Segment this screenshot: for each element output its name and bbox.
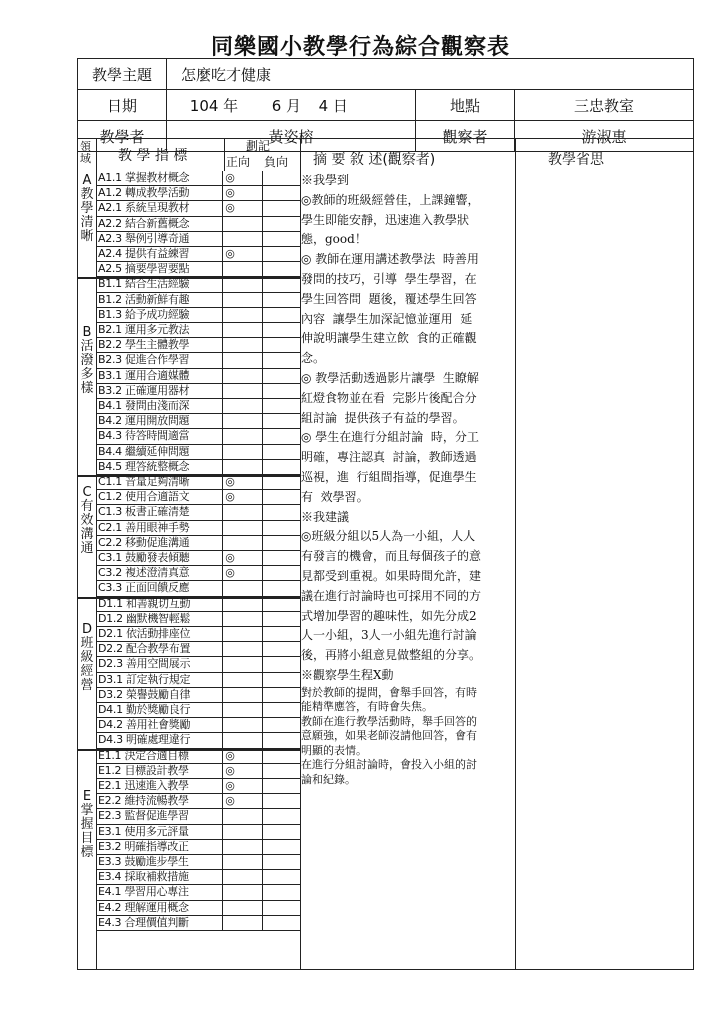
negative-mark bbox=[262, 885, 300, 899]
negative-mark bbox=[262, 566, 300, 580]
indicator-label: E2.3 監督促進學習 bbox=[98, 809, 189, 823]
indicator-label: D1.2 幽默機智輕鬆 bbox=[98, 611, 191, 625]
indicator-row bbox=[96, 749, 300, 764]
indicator-row bbox=[96, 779, 300, 794]
indicator-row bbox=[96, 384, 300, 399]
indicator-row bbox=[96, 688, 300, 703]
observation-table bbox=[77, 138, 694, 970]
summary-paragraph-5: ◎ 學生在進行分組討論 時，分工明確，專注認真 討論，教師透過巡視，進 行組間指導，促進學生有 效學習。 bbox=[301, 430, 479, 504]
negative-mark bbox=[262, 870, 300, 884]
positive-mark: ◎ bbox=[222, 490, 262, 504]
indicator-row bbox=[96, 642, 300, 657]
date-value bbox=[167, 90, 416, 121]
indicator-row bbox=[96, 338, 300, 353]
indicator-row bbox=[96, 901, 300, 916]
indicator-row bbox=[96, 673, 300, 688]
indicator-row bbox=[96, 445, 300, 460]
negative-mark bbox=[262, 764, 300, 778]
positive-mark bbox=[222, 916, 262, 930]
indicator-label: C3.3 正面回饋反應 bbox=[98, 581, 190, 595]
indicator-label: C1.2 使用合適語文 bbox=[98, 490, 190, 504]
domain-label: B活潑多樣 bbox=[80, 325, 94, 397]
summary-header: 摘 要 敘 述(觀察者) bbox=[313, 152, 436, 168]
negative-mark bbox=[262, 262, 300, 276]
positive-mark bbox=[222, 612, 262, 626]
indicator-label: C1.3 板書正確清楚 bbox=[98, 505, 190, 519]
indicator-row bbox=[96, 353, 300, 368]
indicator-row bbox=[96, 733, 300, 748]
negative-mark bbox=[262, 369, 300, 383]
negative-mark bbox=[262, 217, 300, 231]
positive-mark: ◎ bbox=[222, 186, 262, 200]
positive-header: 正向 bbox=[226, 155, 251, 169]
indicator-row bbox=[96, 201, 300, 216]
indicator-label: A2.5 摘要學習要點 bbox=[98, 262, 190, 276]
positive-mark: ◎ bbox=[222, 794, 262, 808]
negative-mark bbox=[262, 384, 300, 398]
negative-mark bbox=[262, 840, 300, 854]
indicator-label: D2.2 配合教學布置 bbox=[98, 642, 191, 656]
indicator-label: E3.3 鼓勵進步學生 bbox=[98, 855, 189, 868]
positive-mark: ◎ bbox=[222, 247, 262, 261]
negative-mark bbox=[262, 353, 300, 367]
negative-mark bbox=[262, 597, 300, 611]
indicator-row bbox=[96, 460, 300, 475]
positive-mark bbox=[222, 429, 262, 443]
indicator-row bbox=[96, 232, 300, 247]
indicator-label: E4.3 合理價值判斷 bbox=[98, 915, 189, 929]
domain-label: A教學清晰 bbox=[80, 173, 94, 245]
indicator-row bbox=[96, 566, 300, 581]
positive-mark bbox=[222, 688, 262, 702]
positive-mark bbox=[222, 353, 262, 367]
date-month: 6 月 bbox=[271, 96, 302, 115]
negative-mark bbox=[262, 809, 300, 823]
indicator-label: A2.3 舉例引導奇通 bbox=[98, 231, 190, 245]
positive-mark bbox=[222, 262, 262, 276]
summary-paragraph-3: ◎ 教師在運用講述教學法 時善用發問的技巧，引導 學生學習，在學生回答問 題後，覆述學生回答內容 讓學生加深記憶並運用 延伸說明讓學生建立飲 食的正確觀念。 bbox=[301, 252, 479, 366]
positive-mark bbox=[222, 536, 262, 550]
positive-mark bbox=[222, 703, 262, 717]
positive-mark bbox=[222, 323, 262, 337]
indicator-label: D2.3 善用空間展示 bbox=[98, 657, 191, 671]
negative-mark bbox=[262, 247, 300, 261]
indicator-label: B2.1 運用多元教法 bbox=[98, 323, 190, 336]
negative-mark bbox=[262, 171, 300, 185]
indicator-row bbox=[96, 323, 300, 338]
indicator-row bbox=[96, 551, 300, 566]
positive-mark bbox=[222, 293, 262, 307]
summary-paragraph-4: ◎ 教學活動透過影片讓學 生瞭解紅燈食物並在看 完影片後配合分組討論 提供孩子有益的學習。 bbox=[301, 370, 479, 425]
indicator-label: E1.1 決定合適目標 bbox=[98, 748, 189, 762]
negative-mark bbox=[262, 551, 300, 565]
negative-mark bbox=[262, 657, 300, 671]
negative-mark bbox=[262, 186, 300, 200]
indicator-row bbox=[96, 414, 300, 429]
indicator-row bbox=[96, 794, 300, 809]
positive-mark: ◎ bbox=[222, 201, 262, 215]
positive-mark bbox=[222, 901, 262, 915]
indicator-label: D3.1 訂定執行規定 bbox=[98, 672, 191, 686]
indicator-row bbox=[96, 809, 300, 824]
indicator-label: D4.3 明確處理違行 bbox=[98, 733, 191, 747]
positive-mark: ◎ bbox=[222, 551, 262, 565]
summary-note-2: 教師在進行教學活動時，舉手回答的意願強，如果老師沒請他回答，會有明顯的表情。 bbox=[301, 714, 477, 757]
negative-mark bbox=[262, 460, 300, 474]
indicator-label: E3.4 採取補救措施 bbox=[98, 870, 189, 884]
indicator-label: E3.1 使用多元評量 bbox=[98, 824, 189, 838]
indicator-row bbox=[96, 247, 300, 262]
positive-mark bbox=[222, 308, 262, 322]
indicator-label: A2.1 系統呈現教材 bbox=[98, 201, 190, 215]
indicator-row bbox=[96, 764, 300, 779]
indicator-row bbox=[96, 171, 300, 186]
domain-label: E掌握目標 bbox=[80, 788, 94, 860]
negative-mark bbox=[262, 612, 300, 626]
indicator-row bbox=[96, 277, 300, 292]
positive-mark bbox=[222, 445, 262, 459]
positive-mark bbox=[222, 414, 262, 428]
negative-mark bbox=[262, 718, 300, 732]
indicator-row bbox=[96, 581, 300, 596]
negative-mark bbox=[262, 581, 300, 595]
negative-mark bbox=[262, 901, 300, 915]
negative-mark bbox=[262, 673, 300, 687]
indicator-row bbox=[96, 916, 300, 931]
indicator-label: B1.2 活動新鮮有趣 bbox=[98, 292, 190, 306]
negative-mark bbox=[262, 308, 300, 322]
indicator-label: A1.2 轉成教學活動 bbox=[98, 186, 190, 200]
topic-label: 教學主題 bbox=[78, 59, 167, 90]
indicator-label: C3.1 鼓勵發表傾聽 bbox=[98, 551, 190, 564]
indicator-row bbox=[96, 840, 300, 855]
indicator-label: B4.5 理答統整概念 bbox=[98, 459, 190, 473]
indicator-row bbox=[96, 369, 300, 384]
negative-mark bbox=[262, 201, 300, 215]
indicator-row bbox=[96, 308, 300, 323]
indicator-row bbox=[96, 597, 300, 612]
indicator-row bbox=[96, 490, 300, 505]
positive-mark bbox=[222, 870, 262, 884]
indicator-label: B4.2 運用開放問題 bbox=[98, 414, 190, 428]
positive-mark bbox=[222, 673, 262, 687]
negative-mark bbox=[262, 703, 300, 717]
positive-mark bbox=[222, 733, 262, 747]
indicator-row bbox=[96, 718, 300, 733]
indicator-label: B2.3 促進合作學習 bbox=[98, 353, 190, 367]
summary-paragraph-6: ※我建議 bbox=[301, 509, 350, 524]
negative-mark bbox=[262, 916, 300, 930]
indicator-label: C2.2 移動促進溝通 bbox=[98, 535, 190, 549]
indicator-row bbox=[96, 186, 300, 201]
indicator-label: B1.3 給予成功經驗 bbox=[98, 307, 190, 321]
negative-mark bbox=[262, 825, 300, 839]
date-day: 4 日 bbox=[318, 96, 348, 115]
positive-mark: ◎ bbox=[222, 779, 262, 793]
indicator-row bbox=[96, 429, 300, 444]
negative-mark bbox=[262, 627, 300, 641]
indicator-label: D1.1 和善親切互動 bbox=[98, 596, 191, 610]
positive-mark bbox=[222, 597, 262, 611]
positive-mark bbox=[222, 369, 262, 383]
indicator-label: B4.1 發問由淺而深 bbox=[98, 399, 190, 412]
indicator-label: A1.1 掌握教材概念 bbox=[98, 171, 190, 184]
positive-mark bbox=[222, 460, 262, 474]
teacher-label: 教學者 bbox=[78, 121, 167, 152]
indicator-row bbox=[96, 825, 300, 840]
indicator-row bbox=[96, 262, 300, 277]
negative-mark bbox=[262, 733, 300, 747]
indicator-row bbox=[96, 505, 300, 520]
negative-mark bbox=[262, 414, 300, 428]
negative-mark bbox=[262, 749, 300, 763]
indicator-row bbox=[96, 885, 300, 900]
negative-mark bbox=[262, 323, 300, 337]
positive-mark bbox=[222, 840, 262, 854]
positive-mark bbox=[222, 521, 262, 535]
positive-mark bbox=[222, 232, 262, 246]
form-title: 同樂國小教學行為綜合觀察表 bbox=[210, 35, 510, 60]
positive-mark bbox=[222, 581, 262, 595]
negative-mark bbox=[262, 475, 300, 489]
indicator-label: D4.2 善用社會獎勵 bbox=[98, 718, 191, 732]
positive-mark: ◎ bbox=[222, 749, 262, 763]
indicator-label: D4.1 勤於獎勵良行 bbox=[98, 703, 191, 716]
positive-mark bbox=[222, 338, 262, 352]
indicator-header: 教 學 指 標 bbox=[118, 148, 188, 164]
summary-paragraph-7: ◎班級分組以5人為一小組，人人有發言的機會，而且每個孩子的意見都受到重視。如果時間允許，建議在進行討論時也可採用不同的方式增加學習的趣味性，如先分成2人一小組，3人一小組先進行討論後，再將小組意見做整組的分享。 bbox=[301, 529, 482, 663]
indicator-label: E2.2 維持流暢教學 bbox=[98, 794, 189, 808]
date-label: 日期 bbox=[78, 90, 167, 121]
indicator-label: A2.2 結合新舊概念 bbox=[98, 216, 190, 230]
negative-mark bbox=[262, 338, 300, 352]
positive-mark: ◎ bbox=[222, 475, 262, 489]
indicator-row bbox=[96, 293, 300, 308]
topic-value: 怎麼吃才健康 bbox=[167, 59, 694, 90]
indicator-row bbox=[96, 870, 300, 885]
indicator-label: E1.2 目標設計教學 bbox=[98, 763, 189, 777]
domain-label: D班級經營 bbox=[80, 621, 94, 693]
place-value: 三忠教室 bbox=[515, 90, 694, 121]
negative-mark bbox=[262, 505, 300, 519]
negative-mark bbox=[262, 688, 300, 702]
summary-note-3: 在進行分組討論時，會投入小組的討論和紀錄。 bbox=[301, 758, 477, 786]
positive-mark bbox=[222, 277, 262, 291]
place-label: 地點 bbox=[416, 90, 515, 121]
indicator-row bbox=[96, 399, 300, 414]
negative-mark bbox=[262, 794, 300, 808]
indicator-row bbox=[96, 217, 300, 232]
domain-label: C有效溝通 bbox=[80, 484, 94, 556]
positive-mark bbox=[222, 825, 262, 839]
indicator-row bbox=[96, 657, 300, 672]
date-year: 104 年 bbox=[189, 96, 239, 115]
negative-mark bbox=[262, 779, 300, 793]
indicator-label: C2.1 善用眼神手勢 bbox=[98, 520, 190, 534]
positive-mark bbox=[222, 399, 262, 413]
negative-header: 負向 bbox=[264, 155, 289, 169]
positive-mark bbox=[222, 627, 262, 641]
indicator-row bbox=[96, 475, 300, 490]
negative-mark bbox=[262, 232, 300, 246]
positive-mark: ◎ bbox=[222, 566, 262, 580]
indicator-label: D2.1 依活動排座位 bbox=[98, 627, 191, 640]
indicator-label: D3.2 榮譽鼓勵自律 bbox=[98, 687, 191, 701]
observer-value: 游淑惠 bbox=[515, 121, 694, 152]
summary-paragraph-1: ※我學到 bbox=[301, 173, 350, 187]
negative-mark bbox=[262, 490, 300, 504]
negative-mark bbox=[262, 293, 300, 307]
indicator-row bbox=[96, 855, 300, 870]
indicator-row bbox=[96, 627, 300, 642]
negative-mark bbox=[262, 855, 300, 869]
indicator-label: B4.3 待答時間適當 bbox=[98, 429, 190, 443]
mark-header: 劃記 bbox=[246, 139, 271, 153]
indicator-label: E4.1 學習用心專注 bbox=[98, 885, 189, 899]
indicator-label: E4.2 理解運用概念 bbox=[98, 900, 189, 914]
negative-mark bbox=[262, 642, 300, 656]
negative-mark bbox=[262, 536, 300, 550]
summary-note-1: 對於教師的提問，會舉手回答，有時能精準應答，有時會失焦。 bbox=[301, 685, 477, 714]
teacher-value: 黃姿榕 bbox=[167, 121, 416, 152]
indicator-row bbox=[96, 612, 300, 627]
positive-mark bbox=[222, 384, 262, 398]
negative-mark bbox=[262, 521, 300, 535]
indicator-label: B1.1 結合生活經驗 bbox=[98, 277, 190, 291]
indicator-label: C1.1 音量足夠清晰 bbox=[98, 475, 190, 488]
indicator-row bbox=[96, 703, 300, 718]
observer-label: 觀察者 bbox=[416, 121, 515, 152]
domain-header: 領域 bbox=[80, 140, 91, 165]
positive-mark bbox=[222, 885, 262, 899]
indicator-label: E3.2 明確指導改正 bbox=[98, 839, 189, 853]
positive-mark: ◎ bbox=[222, 764, 262, 778]
summary-paragraph-8: ※觀察學生程X動 bbox=[301, 667, 394, 682]
indicator-row bbox=[96, 521, 300, 536]
negative-mark bbox=[262, 445, 300, 459]
positive-mark bbox=[222, 855, 262, 869]
indicator-label: A2.4 提供有益練習 bbox=[98, 247, 190, 260]
positive-mark: ◎ bbox=[222, 171, 262, 185]
indicator-label: C3.2 複述澄清真意 bbox=[98, 566, 190, 580]
positive-mark bbox=[222, 217, 262, 231]
indicator-label: B3.1 運用合適媒體 bbox=[98, 368, 190, 382]
indicator-label: E2.1 迅速進入教學 bbox=[98, 779, 189, 792]
indicator-label: B2.2 學生主體教學 bbox=[98, 338, 190, 352]
positive-mark bbox=[222, 657, 262, 671]
negative-mark bbox=[262, 277, 300, 291]
reflection-header: 教學省思 bbox=[548, 152, 604, 168]
negative-mark bbox=[262, 399, 300, 413]
positive-mark bbox=[222, 809, 262, 823]
indicator-label: B3.2 正確運用器材 bbox=[98, 383, 190, 397]
positive-mark bbox=[222, 642, 262, 656]
indicator-row bbox=[96, 536, 300, 551]
positive-mark bbox=[222, 505, 262, 519]
negative-mark bbox=[262, 429, 300, 443]
summary-text bbox=[301, 171, 481, 787]
indicator-label: B4.4 繼續延伸問題 bbox=[98, 444, 190, 458]
positive-mark bbox=[222, 718, 262, 732]
summary-paragraph-2: ◎教師的班級經營佳，上課鐘響，學生即能安靜，迅速進入教學狀態，good！ bbox=[301, 192, 480, 247]
